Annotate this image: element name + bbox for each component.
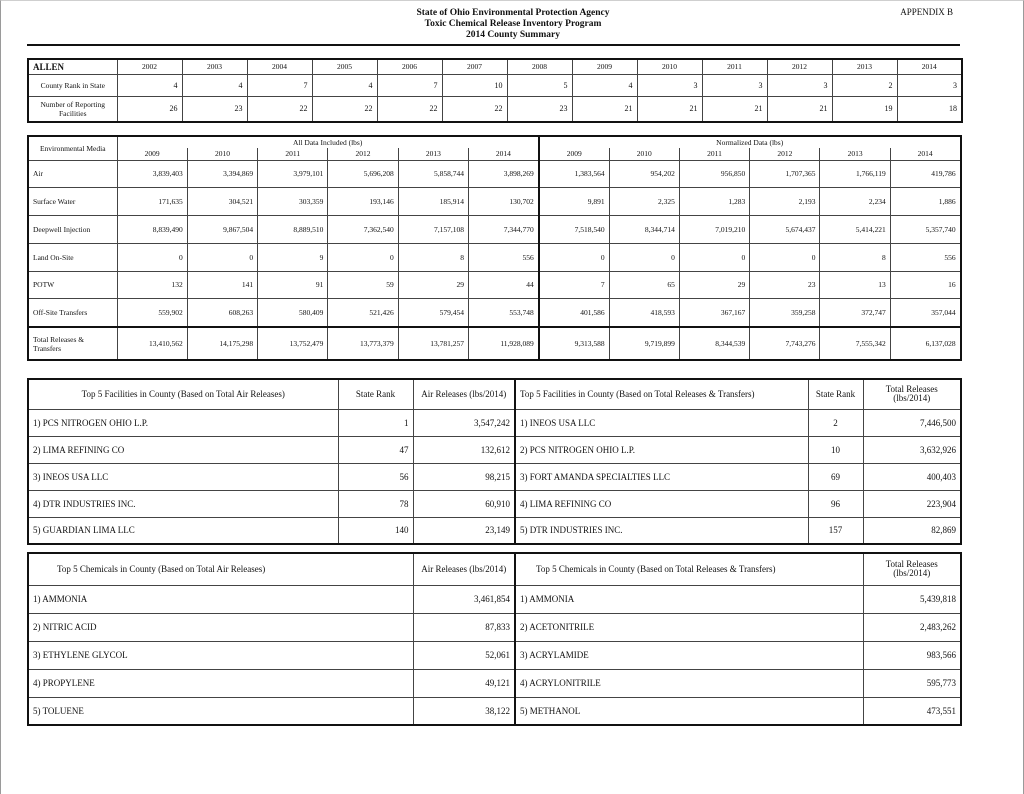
normalized-data-value: 418,593 (609, 298, 679, 327)
total-releases-value: 223,904 (863, 490, 961, 517)
year-header: 2011 (702, 59, 767, 74)
all-data-value: 304,521 (187, 187, 257, 215)
reporting-facilities-value: 21 (702, 96, 767, 122)
media-row (28, 243, 961, 271)
normalized-data-value: 1,766,119 (820, 160, 890, 187)
facility-row (28, 517, 961, 544)
year-header: 2012 (750, 148, 820, 160)
reporting-facilities-value: 21 (767, 96, 832, 122)
normalized-data-value: 23 (750, 271, 820, 298)
media-label: Surface Water (28, 187, 117, 215)
normalized-data-value: 29 (679, 271, 749, 298)
normalized-data-value: 7,555,342 (820, 327, 890, 360)
total-releases-value: 400,403 (863, 463, 961, 490)
normalized-data-value: 5,674,437 (750, 215, 820, 243)
air-releases-value: 60,910 (413, 490, 515, 517)
chemical-name: 5) METHANOL (515, 697, 863, 725)
total-releases-value: 473,551 (863, 697, 961, 725)
agency-name: State of Ohio Environmental Protection Agency (416, 8, 610, 18)
state-rank-header: State Rank (338, 379, 413, 409)
county-rank-value: 7 (377, 74, 442, 96)
total-releases-header: Total Releases (lbs/2014) (863, 379, 961, 409)
state-rank-value: 2 (808, 409, 863, 436)
all-data-value: 91 (258, 271, 328, 298)
year-header: 2004 (247, 59, 312, 74)
air-releases-value: 98,215 (413, 463, 515, 490)
chemical-name: 2) ACETONITRILE (515, 613, 863, 641)
state-rank-value: 140 (338, 517, 413, 544)
year-header: 2006 (377, 59, 442, 74)
county-rank-value: 3 (897, 74, 962, 96)
all-data-value: 8,889,510 (258, 215, 328, 243)
year-header: 2002 (117, 59, 182, 74)
all-data-value: 141 (187, 271, 257, 298)
all-data-header: All Data Included (lbs) (117, 136, 539, 148)
all-data-value: 193,146 (328, 187, 398, 215)
all-data-value: 3,898,269 (468, 160, 538, 187)
county-rank-value: 3 (702, 74, 767, 96)
year-header-row (28, 148, 961, 160)
all-data-value: 11,928,089 (468, 327, 538, 360)
normalized-data-value: 357,044 (890, 298, 960, 327)
normalized-data-value: 7,743,276 (750, 327, 820, 360)
total-facilities-title: Top 5 Facilities in County (Based on Total Releases & Transfers) (515, 379, 808, 409)
normalized-data-value: 65 (609, 271, 679, 298)
all-data-value: 132 (117, 271, 187, 298)
all-data-value: 0 (187, 243, 257, 271)
air-facilities-title: Top 5 Facilities in County (Based on Total Air Releases) (28, 379, 338, 409)
year-header: 2013 (820, 148, 890, 160)
air-releases-value: 132,612 (413, 436, 515, 463)
normalized-data-value: 6,137,028 (890, 327, 960, 360)
county-rank-value: 4 (117, 74, 182, 96)
reporting-facilities-value: 26 (117, 96, 182, 122)
chemical-row (28, 669, 961, 697)
year-header: 2010 (637, 59, 702, 74)
media-row (28, 160, 961, 187)
year-header: 2012 (328, 148, 398, 160)
chemical-name: 3) ETHYLENE GLYCOL (28, 641, 413, 669)
chemical-name: 2) NITRIC ACID (28, 613, 413, 641)
reporting-facilities-value: 22 (312, 96, 377, 122)
facility-name: 3) INEOS USA LLC (28, 463, 338, 490)
normalized-data-value: 419,786 (890, 160, 960, 187)
all-data-value: 3,394,869 (187, 160, 257, 187)
facility-row (28, 490, 961, 517)
all-data-value: 13,773,379 (328, 327, 398, 360)
normalized-data-value: 8 (820, 243, 890, 271)
facility-row (28, 436, 961, 463)
all-data-value: 5,858,744 (398, 160, 468, 187)
normalized-data-value: 9,719,899 (609, 327, 679, 360)
normalized-data-value: 2,193 (750, 187, 820, 215)
total-chemicals-title: Top 5 Chemicals in County (Based on Total Releases & Transfers) (515, 553, 863, 585)
chemical-row (28, 697, 961, 725)
year-header: 2009 (572, 59, 637, 74)
total-releases-value: 3,632,926 (863, 436, 961, 463)
all-data-value: 59 (328, 271, 398, 298)
media-label: Deepwell Injection (28, 215, 117, 243)
chemical-row (28, 585, 961, 613)
air-releases-value: 52,061 (413, 641, 515, 669)
all-data-value: 5,696,208 (328, 160, 398, 187)
media-label: Land On-Site (28, 243, 117, 271)
reporting-facilities-value: 22 (247, 96, 312, 122)
normalized-data-value: 1,283 (679, 187, 749, 215)
facility-row (28, 463, 961, 490)
total-releases-value: 2,483,262 (863, 613, 961, 641)
year-header: 2013 (398, 148, 468, 160)
facility-name: 2) PCS NITROGEN OHIO L.P. (515, 436, 808, 463)
all-data-value: 13,410,562 (117, 327, 187, 360)
air-releases-value: 49,121 (413, 669, 515, 697)
reporting-facilities-value: 22 (377, 96, 442, 122)
all-data-value: 171,635 (117, 187, 187, 215)
county-rank-value: 4 (312, 74, 377, 96)
normalized-data-value: 1,886 (890, 187, 960, 215)
air-releases-header: Air Releases (lbs/2014) (413, 379, 515, 409)
all-data-value: 7,344,770 (468, 215, 538, 243)
normalized-data-value: 1,707,365 (750, 160, 820, 187)
county-rank-table (27, 58, 963, 123)
reporting-facilities-value: 22 (442, 96, 507, 122)
year-header: 2014 (897, 59, 962, 74)
reporting-facilities-value: 21 (572, 96, 637, 122)
year-header: 2010 (609, 148, 679, 160)
facility-name: 1) INEOS USA LLC (515, 409, 808, 436)
normalized-data-value: 367,167 (679, 298, 749, 327)
reporting-facilities-value: 23 (182, 96, 247, 122)
year-header: 2010 (187, 148, 257, 160)
chemicals-header-row (28, 553, 961, 585)
all-data-value: 579,454 (398, 298, 468, 327)
year-header: 2014 (468, 148, 538, 160)
air-releases-header: Air Releases (lbs/2014) (413, 553, 515, 585)
year-header: 2013 (832, 59, 897, 74)
county-rank-value: 3 (767, 74, 832, 96)
media-row (28, 327, 961, 360)
state-rank-value: 78 (338, 490, 413, 517)
normalized-data-value: 13 (820, 271, 890, 298)
air-releases-value: 3,461,854 (413, 585, 515, 613)
county-rank-label: County Rank in State (28, 74, 117, 96)
normalized-data-header: Normalized Data (lbs) (539, 136, 961, 148)
normalized-data-value: 372,747 (820, 298, 890, 327)
facility-name: 4) LIMA REFINING CO (515, 490, 808, 517)
normalized-data-value: 8,344,714 (609, 215, 679, 243)
facility-name: 4) DTR INDUSTRIES INC. (28, 490, 338, 517)
county-rank-value: 7 (247, 74, 312, 96)
all-data-value: 0 (117, 243, 187, 271)
normalized-data-value: 954,202 (609, 160, 679, 187)
air-releases-value: 38,122 (413, 697, 515, 725)
county-rank-value: 4 (182, 74, 247, 96)
media-label: Air (28, 160, 117, 187)
all-data-value: 13,752,479 (258, 327, 328, 360)
facility-name: 5) DTR INDUSTRIES INC. (515, 517, 808, 544)
all-data-value: 303,359 (258, 187, 328, 215)
normalized-data-value: 401,586 (539, 298, 609, 327)
reporting-facilities-value: 23 (507, 96, 572, 122)
normalized-data-value: 359,258 (750, 298, 820, 327)
state-rank-value: 69 (808, 463, 863, 490)
year-header: 2007 (442, 59, 507, 74)
header-rule (27, 44, 960, 46)
all-data-value: 0 (328, 243, 398, 271)
media-label: POTW (28, 271, 117, 298)
total-releases-header: Total Releases (lbs/2014) (863, 553, 961, 585)
all-data-value: 559,902 (117, 298, 187, 327)
chemical-name: 4) ACRYLONITRILE (515, 669, 863, 697)
media-row (28, 215, 961, 243)
facility-name: 2) LIMA REFINING CO (28, 436, 338, 463)
facility-name: 3) FORT AMANDA SPECIALTIES LLC (515, 463, 808, 490)
all-data-value: 521,426 (328, 298, 398, 327)
normalized-data-value: 8,344,539 (679, 327, 749, 360)
reporting-facilities-label: Number of Reporting Facilities (28, 96, 117, 122)
appendix-label: APPENDIX B (900, 7, 953, 17)
normalized-data-value: 0 (539, 243, 609, 271)
state-rank-value: 96 (808, 490, 863, 517)
chemical-name: 4) PROPYLENE (28, 669, 413, 697)
chemical-row (28, 613, 961, 641)
all-data-value: 556 (468, 243, 538, 271)
chemical-name: 1) AMMONIA (28, 585, 413, 613)
year-header: 2009 (539, 148, 609, 160)
all-data-value: 553,748 (468, 298, 538, 327)
air-releases-value: 87,833 (413, 613, 515, 641)
top-facilities-table (27, 378, 962, 545)
reporting-facilities-value: 18 (897, 96, 962, 122)
reporting-facilities-row (28, 96, 962, 122)
reporting-facilities-value: 19 (832, 96, 897, 122)
state-rank-header: State Rank (808, 379, 863, 409)
chemical-name: 3) ACRYLAMIDE (515, 641, 863, 669)
total-releases-value: 82,869 (863, 517, 961, 544)
county-rank-row (28, 74, 962, 96)
year-header: 2009 (117, 148, 187, 160)
year-header: 2008 (507, 59, 572, 74)
normalized-data-value: 0 (679, 243, 749, 271)
air-chemicals-title: Top 5 Chemicals in County (Based on Total Air Releases) (28, 553, 413, 585)
all-data-value: 8 (398, 243, 468, 271)
all-data-value: 7,362,540 (328, 215, 398, 243)
normalized-data-value: 7,518,540 (539, 215, 609, 243)
year-header: 2011 (679, 148, 749, 160)
reporting-facilities-value: 21 (637, 96, 702, 122)
air-releases-value: 23,149 (413, 517, 515, 544)
year-header: 2011 (258, 148, 328, 160)
state-rank-value: 1 (338, 409, 413, 436)
all-data-value: 580,409 (258, 298, 328, 327)
year-header: 2014 (890, 148, 960, 160)
state-rank-value: 56 (338, 463, 413, 490)
county-rank-value: 5 (507, 74, 572, 96)
total-releases-value: 5,439,818 (863, 585, 961, 613)
state-rank-value: 10 (808, 436, 863, 463)
normalized-data-value: 9,891 (539, 187, 609, 215)
chemical-name: 5) TOLUENE (28, 697, 413, 725)
normalized-data-value: 1,383,564 (539, 160, 609, 187)
chemical-name: 1) AMMONIA (515, 585, 863, 613)
all-data-value: 44 (468, 271, 538, 298)
media-label: Off-Site Transfers (28, 298, 117, 327)
county-name: ALLEN (28, 59, 117, 74)
normalized-data-value: 7,019,210 (679, 215, 749, 243)
county-rank-value: 10 (442, 74, 507, 96)
year-header: 2012 (767, 59, 832, 74)
chemical-row (28, 641, 961, 669)
year-header: 2003 (182, 59, 247, 74)
normalized-data-value: 556 (890, 243, 960, 271)
normalized-data-value: 16 (890, 271, 960, 298)
facility-name: 1) PCS NITROGEN OHIO L.P. (28, 409, 338, 436)
report-header (1, 8, 1024, 41)
total-releases-value: 595,773 (863, 669, 961, 697)
all-data-value: 130,702 (468, 187, 538, 215)
all-data-value: 185,914 (398, 187, 468, 215)
facilities-header-row (28, 379, 961, 409)
year-header: 2005 (312, 59, 377, 74)
facility-name: 5) GUARDIAN LIMA LLC (28, 517, 338, 544)
all-data-value: 29 (398, 271, 468, 298)
normalized-data-value: 956,850 (679, 160, 749, 187)
report-title: 2014 County Summary (466, 30, 560, 40)
county-rank-value: 3 (637, 74, 702, 96)
all-data-value: 3,979,101 (258, 160, 328, 187)
state-rank-value: 47 (338, 436, 413, 463)
county-rank-value: 4 (572, 74, 637, 96)
all-data-value: 3,839,403 (117, 160, 187, 187)
all-data-value: 8,839,490 (117, 215, 187, 243)
facility-row (28, 409, 961, 436)
normalized-data-value: 5,414,221 (820, 215, 890, 243)
county-rank-value: 2 (832, 74, 897, 96)
state-rank-value: 157 (808, 517, 863, 544)
total-releases-value: 7,446,500 (863, 409, 961, 436)
total-releases-value: 983,566 (863, 641, 961, 669)
year-header-row (28, 59, 962, 74)
environmental-media-table (27, 135, 962, 361)
all-data-value: 13,781,257 (398, 327, 468, 360)
air-releases-value: 3,547,242 (413, 409, 515, 436)
program-name: Toxic Chemical Release Inventory Program (424, 19, 602, 29)
normalized-data-value: 0 (750, 243, 820, 271)
all-data-value: 7,157,108 (398, 215, 468, 243)
normalized-data-value: 5,357,740 (890, 215, 960, 243)
normalized-data-value: 7 (539, 271, 609, 298)
media-row (28, 298, 961, 327)
section-header-row (28, 136, 961, 148)
all-data-value: 9 (258, 243, 328, 271)
all-data-value: 608,263 (187, 298, 257, 327)
media-label: Total Releases & Transfers (28, 327, 117, 360)
normalized-data-value: 2,325 (609, 187, 679, 215)
all-data-value: 14,175,298 (187, 327, 257, 360)
environmental-media-label: Environmental Media (28, 136, 117, 160)
top-chemicals-table (27, 552, 962, 726)
all-data-value: 9,867,504 (187, 215, 257, 243)
normalized-data-value: 9,313,588 (539, 327, 609, 360)
media-row (28, 187, 961, 215)
normalized-data-value: 2,234 (820, 187, 890, 215)
normalized-data-value: 0 (609, 243, 679, 271)
media-row (28, 271, 961, 298)
